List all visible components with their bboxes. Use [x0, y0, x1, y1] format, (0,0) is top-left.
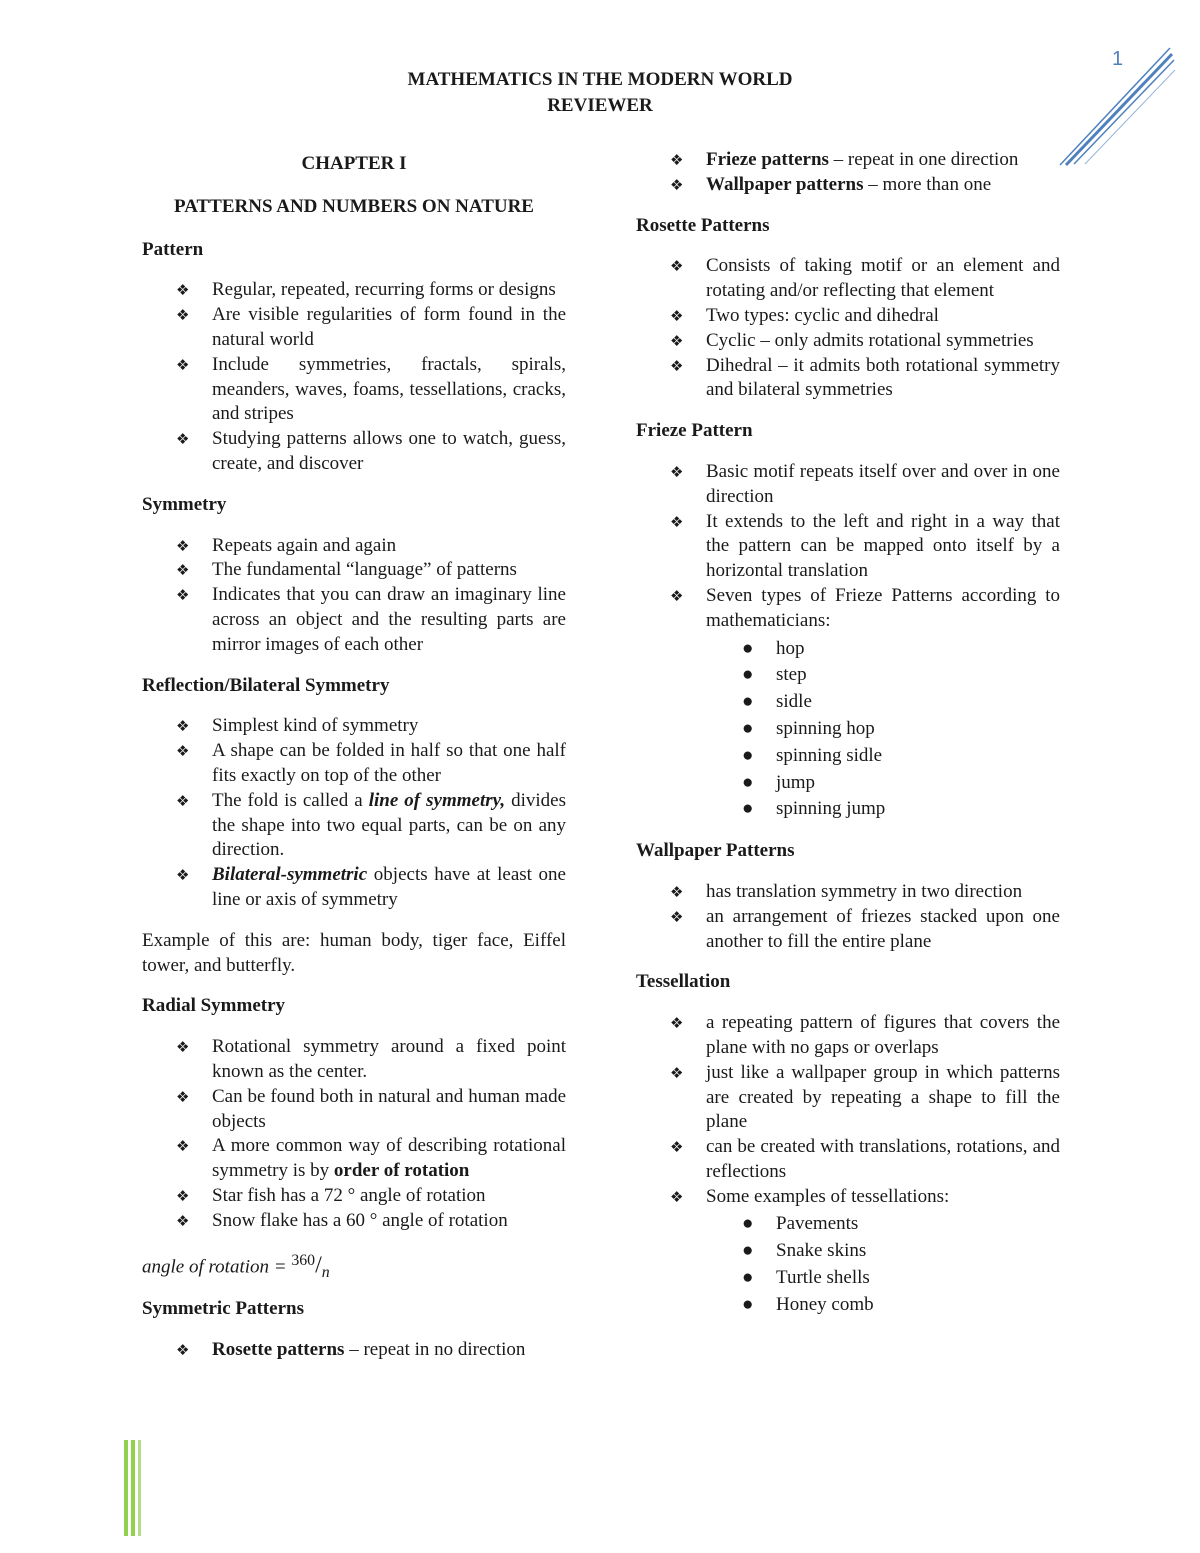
term-line-of-symmetry: line of symmetry,	[368, 789, 506, 811]
list-item: ❖ It extends to the left and right in a way that the pattern can be mapped onto itself by a horizontal translation	[670, 510, 1060, 582]
term-bilateral-symmetric: Bilateral-symmetric	[212, 864, 368, 886]
dot-bullet-icon: ●	[742, 771, 754, 793]
diamond-bullet-icon: ❖	[176, 1186, 190, 1205]
dot-bullet-icon: ●	[742, 798, 754, 820]
list-item: ❖ Are visible regularities of form found in the natural world	[176, 304, 566, 350]
dot-bullet-icon: ●	[742, 1267, 754, 1289]
list-item: ❖ has translation symmetry in two direction	[706, 880, 1060, 905]
symmetry-list	[142, 534, 566, 658]
diamond-bullet-icon: ❖	[176, 586, 190, 605]
list-item: ● spinning sidle	[776, 743, 1060, 770]
diamond-bullet-icon: ❖	[670, 1063, 684, 1082]
diamond-bullet-icon: ❖	[176, 306, 190, 325]
diamond-bullet-icon: ❖	[176, 430, 190, 449]
list-item: ❖ The fold is called a line of symmetry, divides the shape into two equal parts, can be on any direction.	[176, 789, 566, 861]
diamond-bullet-icon: ❖	[670, 1014, 684, 1033]
chapter-title: PATTERNS AND NUMBERS ON NATURE	[174, 195, 534, 217]
diamond-bullet-icon: ❖	[176, 742, 190, 761]
rosette-list	[636, 254, 1060, 403]
dot-bullet-icon: ●	[742, 1240, 754, 1262]
diamond-bullet-icon: ❖	[670, 151, 684, 169]
list-item: ❖ Frieze patterns – repeat in one direction	[706, 148, 1060, 173]
list-item: ● spinning hop	[776, 716, 1060, 743]
diamond-bullet-icon: ❖	[176, 536, 190, 555]
diamond-bullet-icon: ❖	[176, 355, 190, 374]
list-item: ● sidle	[776, 689, 1060, 716]
term-order-of-rotation: order of rotation	[333, 1160, 470, 1182]
reflection-list	[142, 714, 566, 912]
diamond-bullet-icon: ❖	[176, 561, 190, 580]
diamond-bullet-icon: ❖	[176, 866, 190, 885]
frieze-list	[636, 460, 1060, 823]
tessellation-list	[636, 1011, 1060, 1319]
heading-wallpaper: Wallpaper Patterns	[636, 840, 795, 862]
diamond-bullet-icon: ❖	[670, 512, 684, 531]
heading-reflection: Reflection/Bilateral Symmetry	[142, 674, 390, 696]
list-item: ❖ Can be found both in natural and human made objects	[176, 1085, 566, 1132]
document-title	[0, 67, 1200, 119]
diamond-bullet-icon: ❖	[670, 356, 684, 375]
heading-tessellation: Tessellation	[636, 971, 731, 993]
list-item: ● Pavements	[776, 1211, 1060, 1238]
dot-bullet-icon: ●	[742, 691, 754, 713]
diamond-bullet-icon: ❖	[670, 462, 684, 481]
diamond-bullet-icon: ❖	[670, 1138, 684, 1157]
angle-formula	[142, 1249, 566, 1282]
tessellation-examples-list	[706, 1211, 1060, 1318]
list-item: ❖ Two types: cyclic and dihedral	[706, 304, 1060, 329]
list-item: ❖ A shape can be folded in half so that one half fits exactly on top of the other	[176, 740, 566, 786]
diamond-bullet-icon: ❖	[176, 1341, 190, 1360]
heading-symmetric-patterns: Symmetric Patterns	[142, 1298, 304, 1320]
diamond-bullet-icon: ❖	[670, 1187, 684, 1206]
list-item: ❖ A more common way of describing rotational symmetry is by order of rotation	[176, 1135, 566, 1182]
formula-lhs: angle of rotation =	[142, 1256, 292, 1278]
list-item: ● Honey comb	[776, 1292, 1060, 1319]
diamond-bullet-icon: ❖	[176, 717, 190, 736]
dot-bullet-icon: ●	[742, 664, 754, 686]
list-item: ● spinning jump	[776, 796, 1060, 823]
list-item: ● Turtle shells	[776, 1265, 1060, 1292]
list-item: ❖ Consists of taking motif or an element and rotating and/or reflecting that element	[670, 255, 1060, 302]
diamond-bullet-icon: ❖	[670, 907, 684, 926]
dot-bullet-icon: ●	[742, 744, 754, 766]
symmetric-patterns-list	[142, 1338, 566, 1363]
heading-rosette: Rosette Patterns	[636, 214, 770, 236]
list-item: ❖ Studying patterns allows one to watch, guess, create, and discover	[176, 428, 566, 474]
title-line-2: REVIEWER	[547, 95, 653, 116]
list-item: ❖ Rosette patterns – repeat in no direction	[212, 1338, 566, 1363]
list-item: ❖ just like a wallpaper group in which patterns are created by repeating a shape to fill the plane	[670, 1061, 1060, 1133]
list-item: ● jump	[776, 770, 1060, 797]
pattern-list	[142, 278, 566, 476]
list-item: ❖ Bilateral-symmetric objects have at least one line or axis of symmetry	[176, 864, 566, 910]
frieze-types-list	[706, 636, 1060, 824]
diamond-bullet-icon: ❖	[670, 331, 684, 350]
wallpaper-list	[636, 880, 1060, 954]
dot-bullet-icon: ●	[742, 717, 754, 739]
dot-bullet-icon: ●	[742, 1213, 754, 1235]
reflection-example: Example of this are: human body, tiger face, Eiffel tower, and butterfly.	[142, 929, 566, 976]
list-item: ❖ Repeats again and again	[212, 534, 566, 559]
list-item: ❖ Seven types of Frieze Patterns according to mathematicians: ● hop ● step ● sidle ● spinning hop ● spinning sidle ● jump ● spinning jump	[706, 584, 1060, 823]
list-item: ❖ Basic motif repeats itself over and over in one direction	[670, 460, 1060, 507]
list-item: ❖ a repeating pattern of figures that covers the plane with no gaps or overlaps	[670, 1012, 1060, 1058]
diamond-bullet-icon: ❖	[176, 1038, 190, 1057]
symmetric-patterns-continued	[636, 148, 1060, 198]
left-column	[142, 148, 566, 1379]
right-column	[636, 148, 1060, 1335]
diamond-bullet-icon: ❖	[176, 281, 190, 300]
list-item: ❖ Star fish has a 72 ° angle of rotation	[212, 1184, 566, 1209]
diamond-bullet-icon: ❖	[670, 257, 684, 276]
list-item: ● step	[776, 662, 1060, 689]
diamond-bullet-icon: ❖	[670, 175, 684, 194]
dot-bullet-icon: ●	[742, 1293, 754, 1315]
heading-symmetry: Symmetry	[142, 493, 227, 515]
chapter-label: CHAPTER I	[301, 153, 407, 174]
page-number: 1	[1112, 48, 1124, 70]
list-item: ❖ Cyclic – only admits rotational symmetries	[706, 329, 1060, 354]
heading-pattern: Pattern	[142, 238, 204, 260]
diamond-bullet-icon: ❖	[176, 791, 190, 810]
heading-radial: Radial Symmetry	[142, 995, 286, 1017]
list-item: ❖ Some examples of tessellations: ● Pavements ● Snake skins ● Turtle shells ● Honey comb	[706, 1185, 1060, 1319]
title-line-1: MATHEMATICS IN THE MODERN WORLD	[407, 69, 793, 90]
heading-frieze: Frieze Pattern	[636, 420, 753, 442]
list-item: ● hop	[776, 636, 1060, 663]
list-item: ❖ Indicates that you can draw an imaginary line across an object and the resulting parts are mirror images of each other	[176, 584, 566, 655]
list-item: ❖ Simplest kind of symmetry	[212, 714, 566, 739]
list-item: ❖ an arrangement of friezes stacked upon one another to fill the entire plane	[670, 905, 1060, 952]
diamond-bullet-icon: ❖	[176, 1211, 190, 1230]
formula-denominator: n	[321, 1264, 330, 1282]
side-bars-decoration	[124, 1440, 144, 1540]
list-item: ❖ The fundamental “language” of patterns	[212, 558, 566, 583]
diamond-bullet-icon: ❖	[670, 306, 684, 325]
radial-list	[142, 1035, 566, 1233]
list-item: ❖ Dihedral – it admits both rotational symmetry and bilateral symmetries	[670, 354, 1060, 401]
list-item: ❖ Regular, repeated, recurring forms or designs	[212, 278, 566, 303]
formula-slash: /	[315, 1252, 322, 1279]
diamond-bullet-icon: ❖	[176, 1137, 190, 1156]
list-item: ❖ Rotational symmetry around a fixed point known as the center.	[176, 1036, 566, 1082]
diamond-bullet-icon: ❖	[670, 586, 684, 605]
dot-bullet-icon: ●	[742, 637, 754, 659]
list-item: ● Snake skins	[776, 1238, 1060, 1265]
formula-numerator: 360	[291, 1252, 316, 1270]
list-item: ❖ Snow flake has a 60 ° angle of rotation	[212, 1209, 566, 1234]
diamond-bullet-icon: ❖	[176, 1087, 190, 1106]
list-item: ❖ Wallpaper patterns – more than one	[706, 173, 1060, 198]
diamond-bullet-icon: ❖	[670, 882, 684, 901]
list-item: ❖ can be created with translations, rotations, and reflections	[670, 1136, 1060, 1182]
list-item: ❖ Include symmetries, fractals, spirals, meanders, waves, foams, tessellations, cracks, and stripes	[176, 353, 566, 425]
